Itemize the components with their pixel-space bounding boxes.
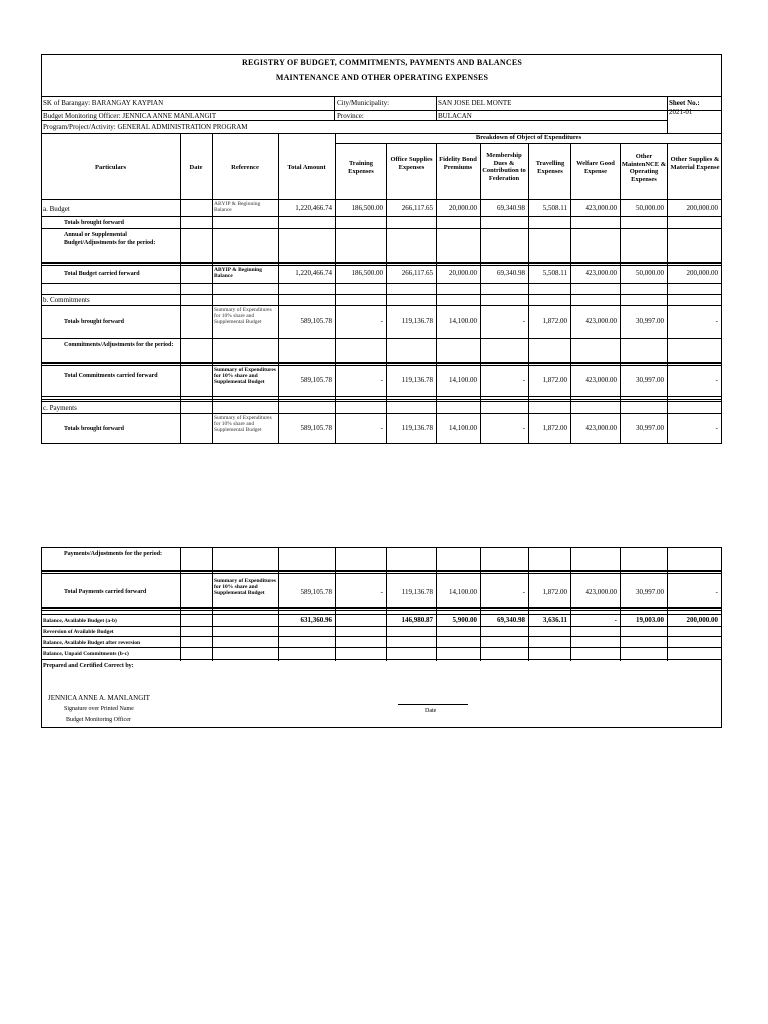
cell-office-supplies: 119,136.78 [401, 317, 433, 325]
col-reference: Reference [231, 164, 259, 171]
program-activity: Program/Project/Activity: GENERAL ADMINISTRATION PROGRAM [43, 123, 248, 131]
cell-membership-dues: - [522, 317, 525, 325]
date-caption: Date [425, 708, 437, 714]
cell-total-amount: 1,220,466.74 [295, 269, 332, 277]
row-commitments-label: b. Commitments [43, 296, 90, 304]
cell-other-mooe: 30,997.00 [636, 588, 664, 596]
cell-total-amount: 1,220,466.74 [295, 204, 332, 212]
cell-office-supplies: 119,136.78 [401, 424, 433, 432]
cell-welfare-good: 423,000.00 [585, 588, 617, 596]
row-total-commitments-cf: Total Commitments carried forward [64, 373, 158, 379]
cell-other-supplies: 200,000.00 [686, 269, 718, 277]
col-welfare-good: Welfare Good Expense [576, 160, 615, 175]
cell-welfare-good: 423,000.00 [585, 376, 617, 384]
cell-fidelity-bond: 14,100.00 [449, 588, 477, 596]
sk-barangay: SK of Barangay: BARANGAY KAYPIAN [43, 99, 164, 107]
row-commitments-totals-bf: Totals brought forward [64, 319, 125, 325]
cell-travelling: 3,636.11 [542, 616, 567, 624]
cell-other-supplies: - [715, 376, 718, 384]
cell-fidelity-bond: 14,100.00 [449, 424, 477, 432]
cell-other-supplies: 200,000.00 [686, 204, 718, 212]
row-budget-reference: ABYIP & Beginning Balance [214, 201, 261, 213]
cell-training: 186,500.00 [351, 204, 383, 212]
cell-other-supplies: - [715, 588, 718, 596]
cell-office-supplies: 119,136.78 [401, 588, 433, 596]
row-budget-totals-bf: Totals brought forward [64, 220, 125, 226]
cell-other-mooe: 19,003.00 [636, 616, 664, 624]
breakdown-header: Breakdown of Object of Expenditures [475, 134, 582, 141]
row-total-budget-reference: ABYIP & Beginning Balance [214, 267, 262, 279]
signature-caption: Signature over Printed Name [64, 706, 134, 712]
cell-total-amount: 631,360.96 [300, 616, 332, 624]
city-value: SAN JOSE DEL MONTE [438, 99, 512, 107]
col-date: Date [189, 164, 203, 171]
col-training: Training Expenses [348, 160, 374, 175]
cell-welfare-good: 423,000.00 [585, 424, 617, 432]
cell-other-mooe: 50,000.00 [636, 204, 664, 212]
cell-membership-dues: 69,340.98 [497, 204, 525, 212]
city-label: City/Municipality: [337, 99, 390, 107]
cell-travelling: 1,872.00 [542, 376, 567, 384]
col-particulars: Particulars [94, 164, 127, 171]
cell-total-amount: 589,105.78 [300, 588, 332, 596]
cell-travelling: 5,508.11 [542, 269, 567, 277]
cell-fidelity-bond: 20,000.00 [449, 269, 477, 277]
report-title: REGISTRY OF BUDGET, COMMITMENTS, PAYMENTS AND BALANCES [241, 58, 523, 67]
row-payments-adjustments: Payments/Adjustments for the period: [64, 551, 163, 557]
signatory-name: JENNICA ANNE A. MANLANGIT [48, 694, 150, 702]
row-budget-label: a. Budget [43, 205, 70, 213]
province-label: Province: [337, 112, 364, 120]
cell-other-mooe: 30,997.00 [636, 317, 664, 325]
cell-total-amount: 589,105.78 [300, 424, 332, 432]
cell-welfare-good: 423,000.00 [585, 317, 617, 325]
col-membership-dues: Membership Dues & Contribution to Federation [482, 152, 526, 182]
row-reversion: Reversion of Available Budget [43, 629, 114, 635]
row-total-payments-cf: Total Payments carried forward [64, 589, 147, 595]
cell-office-supplies: 266,117.65 [401, 204, 433, 212]
cell-welfare-good: - [614, 616, 617, 624]
row-balance-unpaid: Balance, Unpaid Commitments (b-c) [43, 651, 129, 657]
cell-other-mooe: 30,997.00 [636, 376, 664, 384]
cell-fidelity-bond: 14,100.00 [449, 317, 477, 325]
cell-training: - [380, 317, 383, 325]
date-signature-line [398, 704, 468, 705]
row-balance-available: Balance, Available Budget (a-b) [43, 618, 117, 624]
cell-travelling: 1,872.00 [542, 588, 567, 596]
cell-welfare-good: 423,000.00 [585, 204, 617, 212]
cell-training: - [380, 588, 383, 596]
cell-other-mooe: 50,000.00 [636, 269, 664, 277]
col-total-amount: Total Amount [287, 164, 326, 171]
row-total-commitments-reference: Summary of Expenditures for 10% share and Supplemental Budget [214, 367, 276, 385]
cell-training: - [380, 424, 383, 432]
cell-training: - [380, 376, 383, 384]
province-value: BULACAN [438, 112, 472, 120]
row-total-budget-cf: Total Budget carried forward [64, 271, 140, 277]
col-other-mooe: Other MaintenNCE & Operating Expenses [621, 153, 667, 183]
col-office-supplies: Office Supplies Expenses [390, 156, 433, 171]
cell-membership-dues: 69,340.98 [497, 269, 525, 277]
prepared-certified: Prepared and Certified Correct by: [43, 663, 134, 669]
sheet-value: 2021-01 [669, 108, 693, 116]
cell-office-supplies: 146,980.87 [401, 616, 433, 624]
cell-other-supplies: 200,000.00 [686, 616, 718, 624]
col-other-supplies: Other Supplies & Material Expense [670, 156, 720, 171]
cell-membership-dues: - [522, 376, 525, 384]
row-commitments-reference: Summary of Expenditures for 10% share and Supplemental Budget [214, 307, 272, 325]
row-commitments-adjustments: Commitments/Adjustments for the period: [64, 342, 174, 348]
cell-travelling: 1,872.00 [542, 317, 567, 325]
sheet-label: Sheet No.: [669, 99, 700, 107]
cell-membership-dues: - [522, 424, 525, 432]
cell-travelling: 1,872.00 [542, 424, 567, 432]
signatory-title: Budget Monitoring Officer [66, 717, 131, 723]
cell-other-supplies: - [715, 317, 718, 325]
cell-welfare-good: 423,000.00 [585, 269, 617, 277]
cell-fidelity-bond: 5,900.00 [452, 616, 477, 624]
row-payments-label: c. Payments [43, 404, 77, 412]
row-payments-reference: Summary of Expenditures for 10% share and Supplemental Budget [214, 415, 272, 433]
cell-fidelity-bond: 20,000.00 [449, 204, 477, 212]
cell-total-amount: 589,105.78 [300, 376, 332, 384]
report-subtitle: MAINTENANCE AND OTHER OPERATING EXPENSES [275, 73, 489, 82]
cell-membership-dues: - [522, 588, 525, 596]
col-travelling: Travelling Expenses [535, 160, 565, 175]
row-balance-after-reversion: Balance, Available Budget after reversion [43, 640, 141, 646]
cell-other-supplies: - [715, 424, 718, 432]
budget-officer: Budget Monitoring Officer: JENNICA ANNE MANLANGIT [43, 112, 217, 120]
cell-total-amount: 589,105.78 [300, 317, 332, 325]
cell-membership-dues: 69,340.98 [497, 616, 525, 624]
row-annual-supplemental: Annual or Supplemental Budget/Adjustments for the period: [64, 232, 156, 246]
col-fidelity-bond: Fidelity Bond Premiums [439, 156, 477, 171]
cell-fidelity-bond: 14,100.00 [449, 376, 477, 384]
cell-office-supplies: 119,136.78 [401, 376, 433, 384]
row-payments-totals-bf: Totals brought forward [64, 426, 125, 432]
cell-training: 186,500.00 [351, 269, 383, 277]
cell-other-mooe: 30,997.00 [636, 424, 664, 432]
row-total-payments-reference: Summary of Expenditures for 10% share and Supplemental Budget [214, 578, 276, 596]
cell-travelling: 5,508.11 [542, 204, 567, 212]
cell-office-supplies: 266,117.65 [401, 269, 433, 277]
